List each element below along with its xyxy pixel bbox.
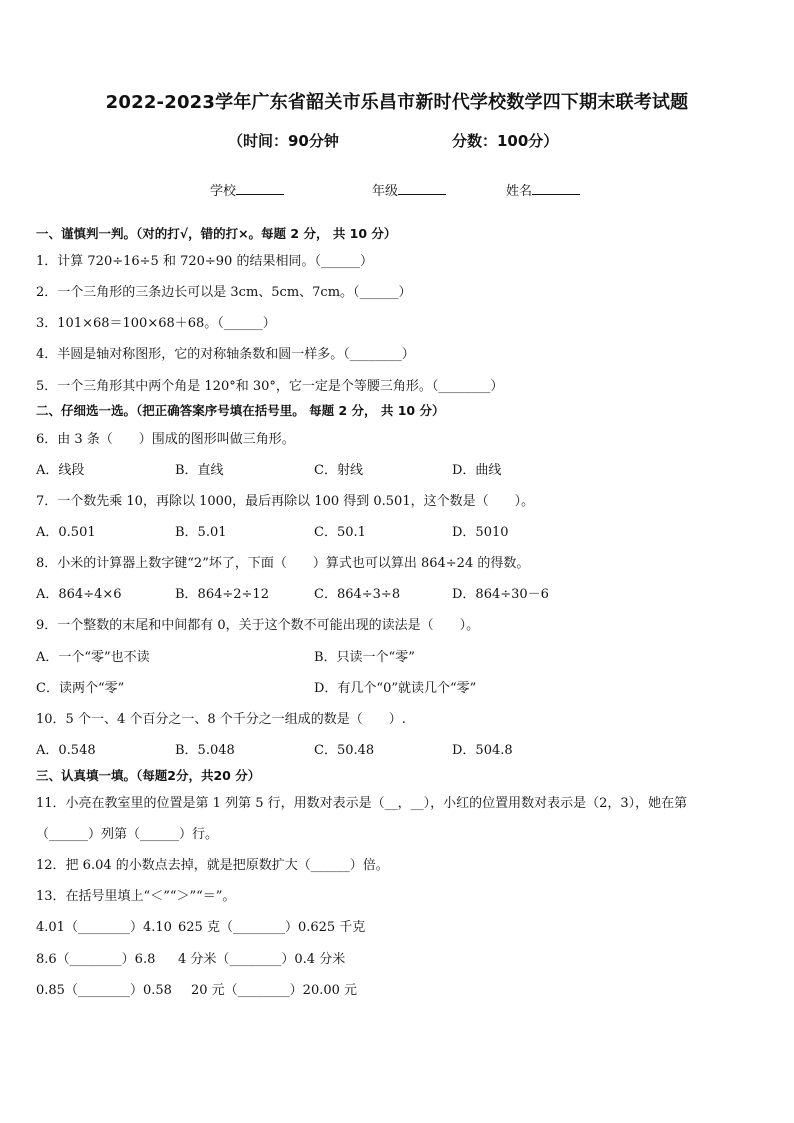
q7-option-c[interactable]: C．50.1 <box>314 525 366 540</box>
compare-2b: 4 分米（________）0.4 分米 <box>178 952 346 967</box>
question-6: 6．由 3 条（ ）围成的图形叫做三角形。 <box>36 432 295 447</box>
question-3: 3．101×68＝100×68＋68。（______） <box>36 316 276 331</box>
question-11: 11．小亮在教室里的位置是第 1 列第 5 行，用数对表示是（__，__），小红的位置用数对表示是（2，3），她在第 <box>36 796 688 811</box>
name-blank[interactable] <box>532 182 580 195</box>
school-blank[interactable] <box>236 182 284 195</box>
q10-option-a[interactable]: A．0.548 <box>36 743 96 758</box>
page-title: 2022-2023学年广东省韶关市乐昌市新时代学校数学四下期末联考试题 <box>105 92 689 113</box>
section-3-heading: 三、认真填一填。（每题2分，共20 分） <box>36 768 261 783</box>
q10-option-d[interactable]: D．504.8 <box>452 743 513 758</box>
q7-option-b[interactable]: B．5.01 <box>175 525 227 540</box>
section-1-heading: 一、谨慎判一判。（对的打√，错的打×。每题 2 分， 共 10 分） <box>36 226 397 241</box>
question-8: 8．小米的计算器上数字键“2”坏了，下面（ ）算式也可以算出 864÷24 的得数。 <box>36 556 530 571</box>
compare-1b: 625 克（________）0.625 千克 <box>178 920 366 935</box>
grade-blank[interactable] <box>398 182 446 195</box>
q6-option-a[interactable]: A．线段 <box>36 463 85 478</box>
q10-option-c[interactable]: C．50.48 <box>314 743 375 758</box>
q8-option-d[interactable]: D．864÷30－6 <box>452 587 549 602</box>
question-4: 4．半圆是轴对称图形，它的对称轴条数和圆一样多。（________） <box>36 347 415 362</box>
total-score: 分数：100分） <box>452 132 559 150</box>
school-label: 学校 <box>210 184 237 199</box>
compare-3b: 20 元（________）20.00 元 <box>191 983 358 998</box>
question-12: 12．把 6.04 的小数点去掉，就是把原数扩大（______）倍。 <box>36 858 389 873</box>
q9-option-c[interactable]: C．读两个“零” <box>36 681 125 696</box>
question-10: 10．5 个一、4 个百分之一、8 个千分之一组成的数是（ ）. <box>36 712 406 727</box>
school-field <box>210 180 284 199</box>
q7-option-d[interactable]: D．5010 <box>452 525 509 540</box>
question-2: 2．一个三角形的三条边长可以是 3cm、5cm、7cm。（______） <box>36 285 412 300</box>
q8-option-b[interactable]: B．864÷2÷12 <box>175 587 269 602</box>
q9-option-d[interactable]: D．有几个“0”就读几个“零” <box>314 681 477 696</box>
q7-option-a[interactable]: A．0.501 <box>36 525 96 540</box>
name-field <box>506 180 580 199</box>
grade-label: 年级 <box>372 184 399 199</box>
name-label: 姓名 <box>506 184 533 199</box>
question-11-continued: （______）列第（______）行。 <box>36 827 219 842</box>
compare-2a: 8.6（________）6.8 <box>36 952 156 967</box>
q10-option-b[interactable]: B．5.048 <box>175 743 235 758</box>
question-5: 5．一个三角形其中两个角是 120°和 30°，它一定是个等腰三角形。（________） <box>36 379 504 394</box>
section-2-heading: 二、仔细选一选。（把正确答案序号填在括号里。 每题 2 分， 共 10 分） <box>36 403 445 418</box>
question-1: 1．计算 720÷16÷5 和 720÷90 的结果相同。（______） <box>36 254 373 269</box>
grade-field <box>372 180 446 199</box>
q6-option-d[interactable]: D．曲线 <box>452 463 502 478</box>
q6-option-b[interactable]: B．直线 <box>175 463 224 478</box>
question-9: 9．一个整数的末尾和中间都有 0，关于这个数不可能出现的读法是（ ）。 <box>36 618 480 633</box>
compare-3a: 0.85（________）0.58 <box>36 983 172 998</box>
question-7: 7．一个数先乘 10，再除以 1000，最后再除以 100 得到 0.501，这个数是（ ）。 <box>36 494 535 509</box>
q9-option-b[interactable]: B．只读一个“零” <box>314 650 415 665</box>
q9-option-a[interactable]: A．一个“零”也不读 <box>36 650 150 665</box>
question-13: 13．在括号里填上“＜”“＞”“＝”。 <box>36 889 236 904</box>
time-limit: （时间：90分钟 <box>228 132 339 150</box>
q8-option-c[interactable]: C．864÷3÷8 <box>314 587 401 602</box>
compare-1a: 4.01（________）4.10 <box>36 920 172 935</box>
q8-option-a[interactable]: A．864÷4×6 <box>36 587 122 602</box>
q6-option-c[interactable]: C．射线 <box>314 463 363 478</box>
